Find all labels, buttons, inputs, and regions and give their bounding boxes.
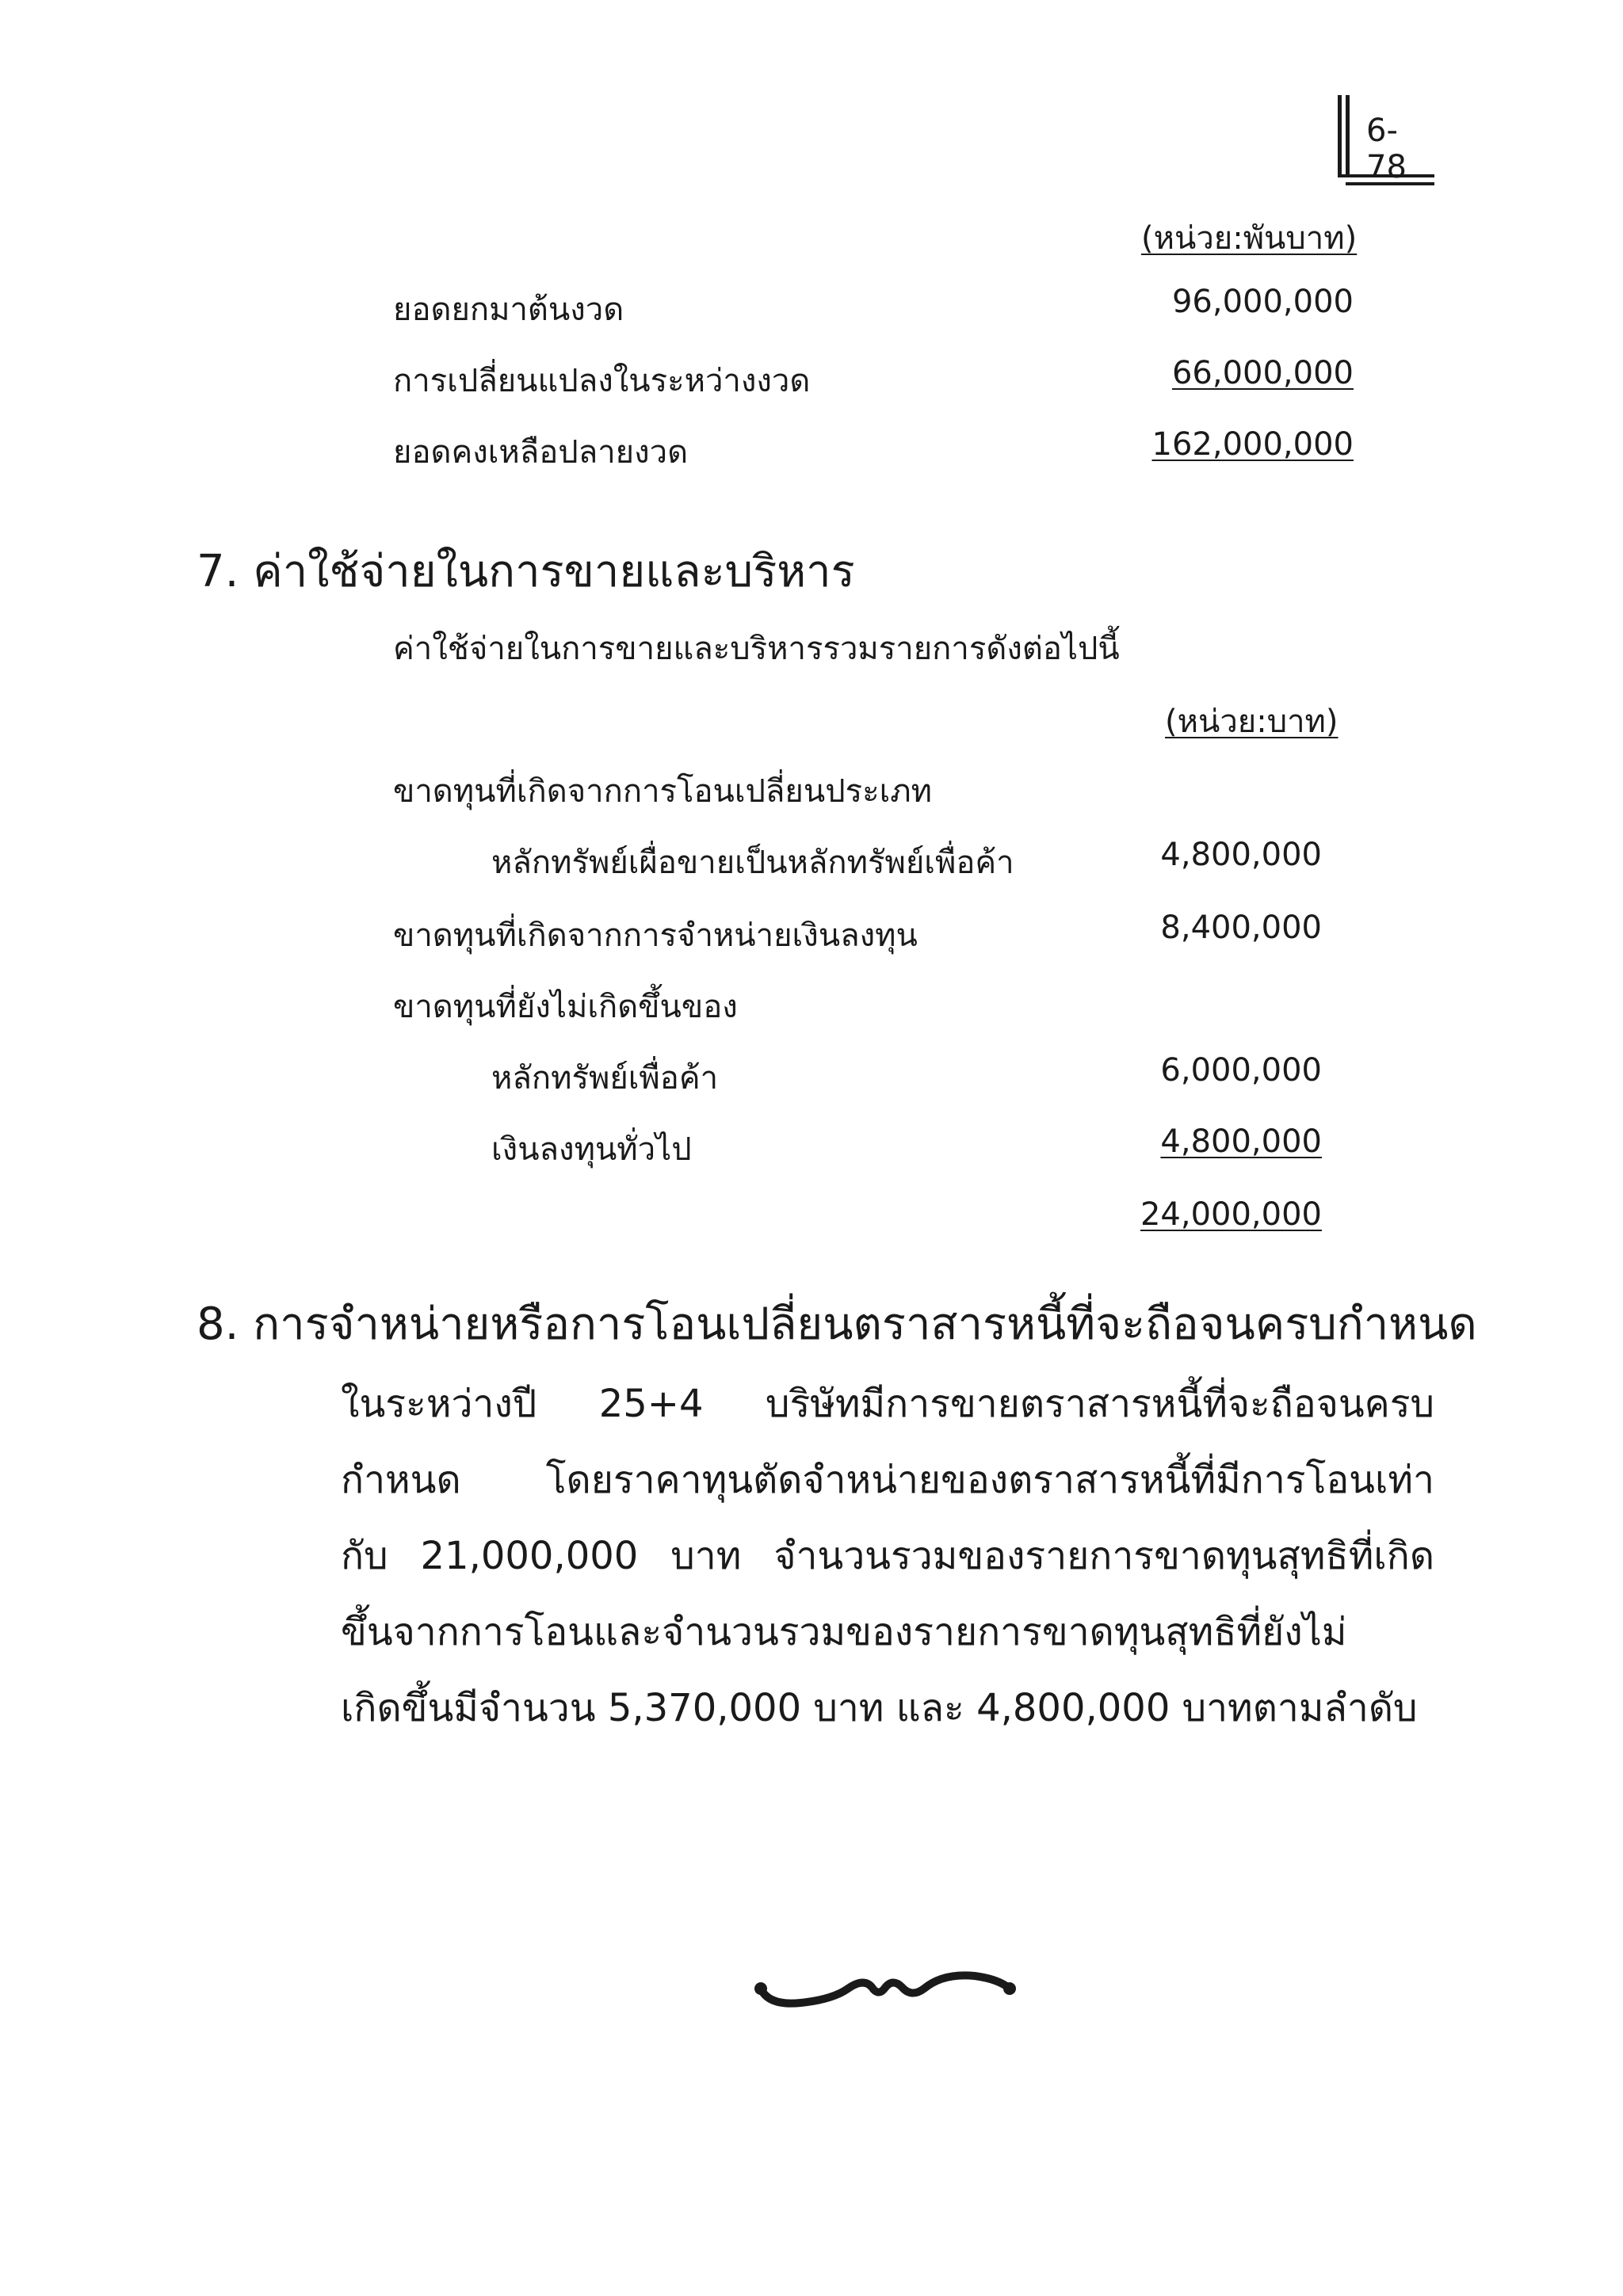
frame-bar	[1346, 95, 1350, 177]
expense-label: เงินลงทุนทั่วไป	[491, 1131, 692, 1168]
table1-value: 96,000,000	[1171, 284, 1354, 320]
expense-value: 4,800,000	[1160, 837, 1322, 873]
table1-label: ยอดยกมาต้นงวด	[393, 292, 624, 328]
page-number: 6-78	[1366, 113, 1407, 185]
table1-label: การเปลี่ยนแปลงในระหว่างงวด	[393, 363, 811, 399]
table1-unit: (หน่วย:พันบาท)	[1141, 220, 1358, 257]
expense-value: 8,400,000	[1160, 910, 1322, 946]
section7-heading: 7. ค่าใช้จ่ายในการขายและบริหาร	[197, 546, 855, 597]
table1-total: 162,000,000	[1151, 426, 1354, 463]
section7-unit: (หน่วย:บาท)	[1165, 704, 1338, 740]
expense-value: 4,800,000	[1160, 1123, 1322, 1160]
expense-label: ขาดทุนที่เกิดจากการจำหน่ายเงินลงทุน	[393, 917, 918, 954]
section7-intro: ค่าใช้จ่ายในการขายและบริหารรวมรายการดังต่อไปนี้	[393, 631, 1120, 667]
section8-heading: 8. การจำหน่ายหรือการโอนเปลี่ยนตราสารหนี้ที่จะถือจนครบกำหนด	[197, 1299, 1477, 1350]
paragraph-line: กำหนด โดยราคาทุนตัดจำหน่ายของตราสารหนี้ที่มีการโอนเท่า	[341, 1458, 1434, 1502]
ornament-flourish-icon	[745, 1957, 1030, 2020]
section8-paragraph	[341, 1366, 1434, 1746]
paragraph-line: กับ 21,000,000 บาท จำนวนรวมของรายการขาดทุนสุทธิที่เกิด	[341, 1534, 1434, 1578]
paragraph-line: เกิดขึ้นมีจำนวน 5,370,000 บาท และ 4,800,000 บาทตามลำดับ	[341, 1686, 1418, 1730]
expense-label: หลักทรัพย์เพื่อค้า	[491, 1060, 719, 1097]
paragraph-line: ขึ้นจากการโอนและจำนวนรวมของรายการขาดทุนสุทธิที่ยังไม่	[341, 1610, 1347, 1654]
expense-label: ขาดทุนที่ยังไม่เกิดขึ้นของ	[393, 989, 738, 1025]
expense-label: หลักทรัพย์เผื่อขายเป็นหลักทรัพย์เพื่อค้า	[491, 845, 1014, 881]
expense-total: 24,000,000	[1140, 1196, 1322, 1233]
table1-value: 66,000,000	[1171, 355, 1354, 391]
table1-label: ยอดคงเหลือปลายงวด	[393, 434, 689, 471]
page-number-frame	[1338, 95, 1433, 185]
expense-label: ขาดทุนที่เกิดจากการโอนเปลี่ยนประเภท	[393, 773, 932, 810]
frame-bar	[1338, 95, 1342, 177]
paragraph-line: ในระหว่างปี 25+4 บริษัทมีการขายตราสารหนี้ที่จะถือจนครบ	[341, 1382, 1434, 1426]
expense-value: 6,000,000	[1160, 1052, 1322, 1089]
